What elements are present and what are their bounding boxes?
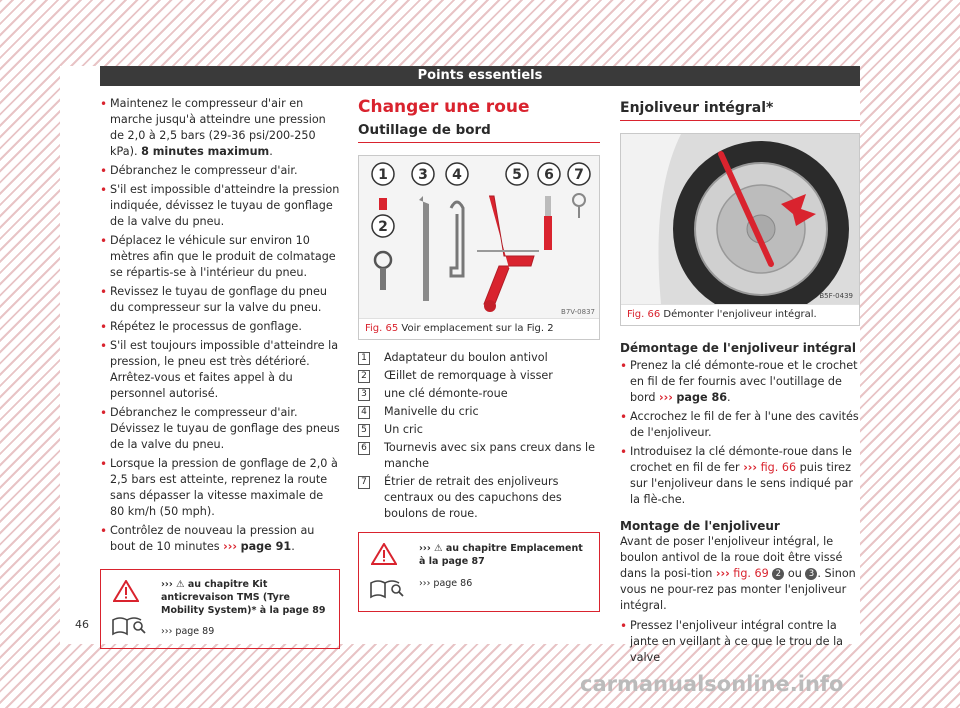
warning-icon [113,580,139,602]
label-2: 2 [378,219,388,235]
legend-text: Un cric [384,423,423,436]
figure-66 [620,133,860,326]
warning-box [100,569,340,649]
label-7: 7 [574,167,584,183]
legend-text: Œillet de remorquage à visser [384,369,553,382]
legend-item [358,350,600,366]
list-item: • Prenez la clé démonte-roue et le crochet en fil de fer fournis avec l'outillage de bord ››› page 86. [620,358,860,406]
legend-item [358,422,600,438]
section-title: Enjoliveur intégral* [620,100,860,121]
figure-code: B5F-0439 [819,292,853,300]
caption-fig: Fig. 66 [627,309,661,320]
label-4: 4 [452,167,462,183]
warning-ref: ››› ⚠ au chapitre Emplacement à la page 87 [419,543,583,567]
book-icon [369,577,405,599]
label-1: 1 [378,167,388,183]
warning-box-2 [358,532,600,612]
section-title: Changer une roue [358,97,530,117]
caption-66 [621,304,859,325]
instruction-list [100,96,340,555]
mount-text: Avant de poser l'enjoliveur intégral, le boulon antivol de la roue doit être vissé dans la posi-tion ››› fig. 69 2 ou 3 . Sinon vous ne pour-rez pas monter l'enjoliveur intégral. [620,535,856,612]
legend-number: 1 [358,352,370,365]
mount-list [620,618,860,666]
list-item: • Accrochez le fil de fer à l'une des cavités de l'enjoliveur. [620,409,860,441]
book-ref: ››› page 89 [161,625,215,637]
legend-text: une clé démonte-roue [384,387,508,400]
list-item: • Répétez le processus de gonflage. [100,319,340,335]
page-number: 46 [75,618,89,631]
legend-list [358,350,600,522]
book-icon [111,614,147,636]
list-item: • Débranchez le compresseur d'air. [100,163,340,179]
legend-item [358,368,600,384]
warning-ref: ››› ⚠ au chapitre Kit anticrevaison TMS (Tyre Mobility System)* à la page 89 [161,579,326,616]
label-3: 3 [418,167,428,183]
figure-link[interactable]: fig. 66 [760,461,797,474]
legend-number: 2 [358,370,370,383]
caption-text: Voir emplacement sur la Fig. 2 [401,323,554,334]
watermark: carmanualsonline.info [580,672,844,696]
figure-65 [358,155,600,340]
caption-65 [359,318,599,339]
legend-item [358,440,600,472]
legend-number: 3 [358,388,370,401]
column-3 [620,96,860,669]
wheel-illustration [621,134,859,304]
dismount-list [620,358,860,508]
legend-text: Manivelle du cric [384,405,479,418]
column-2 [358,96,600,612]
list-item: • S'il est toujours impossible d'atteindre la pression, le pneu est très détérioré. Arrêtez-vous et faites appel à du personnel autorisé. [100,338,340,402]
book-ref: ››› page 86 [419,577,473,589]
mount-title: Montage de l'enjoliveur [620,519,780,533]
list-item: • S'il est impossible d'atteindre la pression indiquée, dévissez le tuyau de gonflage de la valve du pneu. [100,182,340,230]
list-item: • Revissez le tuyau de gonflage du pneu du compresseur sur la valve du pneu. [100,284,340,316]
sub-title: Outillage de bord [358,122,600,143]
column-1 [100,96,340,649]
legend-item [358,386,600,402]
dismount-title: Démontage de l'enjoliveur intégral [620,341,856,355]
list-item: • Lorsque la pression de gonflage de 2,0 à 2,5 bars est atteinte, reprenez la route sans dépasser la vitesse maximale de 80 km/h (50 mph). [100,456,340,520]
legend-text: Tournevis avec six pans creux dans le manche [384,441,596,470]
caption-fig: Fig. 65 [365,323,399,334]
legend-number: 4 [358,406,370,419]
figure-code: B7V-0837 [561,308,595,316]
list-item: • Maintenez le compresseur d'air en marche jusqu'à atteindre une pression de 2,0 à 2,5 bars (29-36 psi/200-250 kPa). 8 minutes maximum. [100,96,340,160]
legend-item [358,404,600,420]
list-item: • Contrôlez de nouveau la pression au bout de 10 minutes ››› page 91. [100,523,340,555]
list-item: • Pressez l'enjoliveur intégral contre la jante en veillant à ce que le trou de la valve [620,618,860,666]
label-5: 5 [512,167,522,183]
tools-illustration [359,156,599,318]
legend-number: 7 [358,476,370,489]
wheel-drawing [621,134,859,304]
fig-69-link[interactable]: fig. 69 [733,567,769,580]
legend-text: Étrier de retrait des enjoliveurs centraux ou des capuchons des boulons de roue. [384,475,562,520]
page-header: Points essentiels [100,66,860,86]
list-item: • Introduisez la clé démonte-roue dans le crochet en fil de fer ››› fig. 66 puis tirez sur l'enjoliveur dans le sens indiqué par la flè-che. [620,444,860,508]
label-6: 6 [544,167,554,183]
list-item: • Déplacez le véhicule sur environ 10 mètres afin que le produit de colmatage se répartis-se à l'intérieur du pneu. [100,233,340,281]
list-item: • Débranchez le compresseur d'air. Dévissez le tuyau de gonflage des pneus de la valve du pneu. [100,405,340,453]
warning-icon [371,543,397,565]
legend-item [358,474,600,522]
legend-number: 5 [358,424,370,437]
caption-text: Démonter l'enjoliveur intégral. [663,309,817,320]
legend-text: Adaptateur du boulon antivol [384,351,548,364]
tools-drawing [359,156,599,318]
legend-number: 6 [358,442,370,455]
